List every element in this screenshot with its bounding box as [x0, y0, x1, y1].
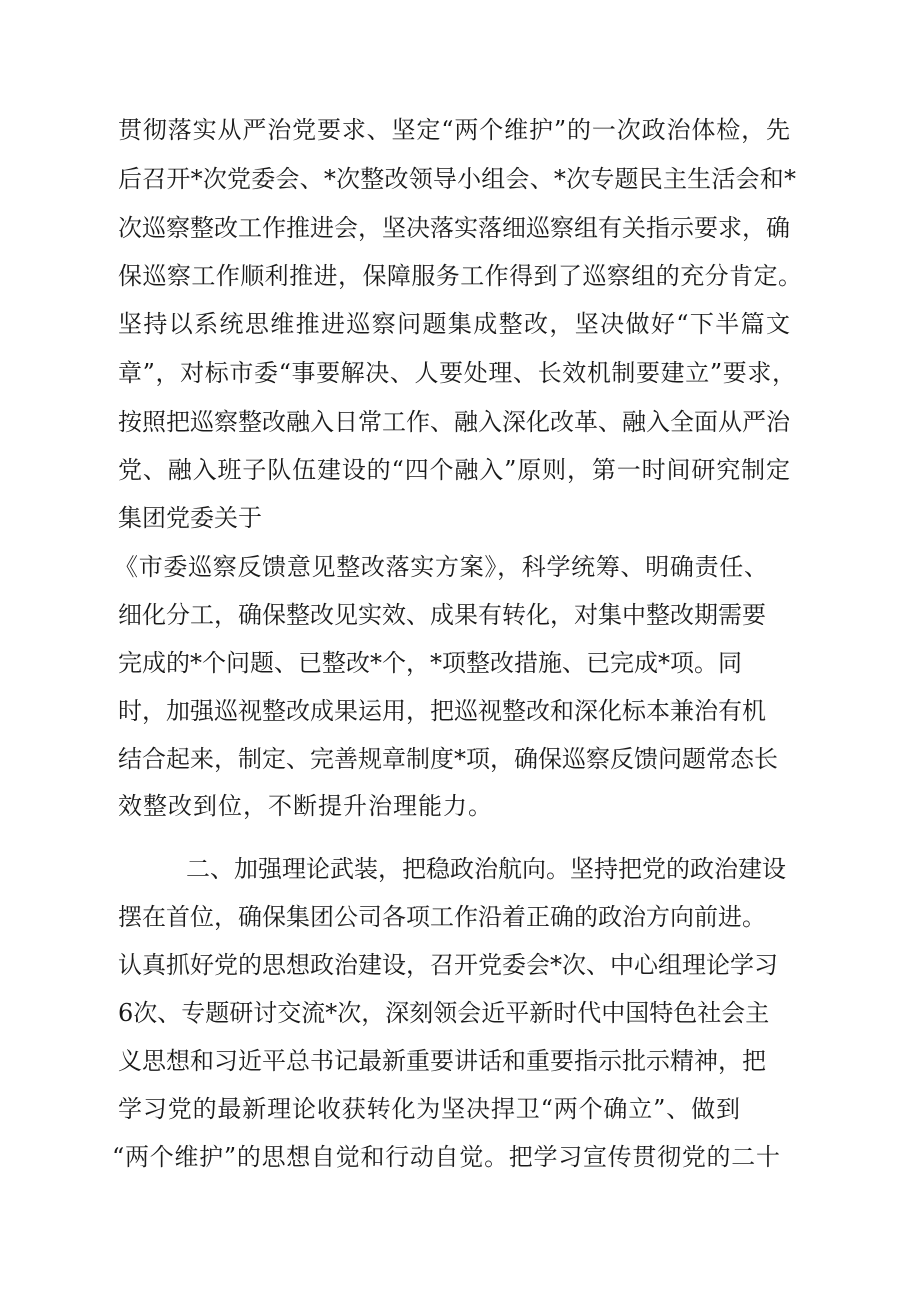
text-line: 贯彻落实从严治党要求、坚定“两个维护”的一次政治体检，先	[118, 116, 790, 144]
text-line: “两个维护”的思想自觉和行动自觉。把学习宣传贯彻党的二十	[112, 1143, 780, 1171]
text-line: 义思想和习近平总书记最新重要讲话和重要指示批示精神，把	[118, 1047, 766, 1075]
text-line: 6次、专题研讨交流*次，深刻领会近平新时代中国特色社会主	[118, 999, 770, 1027]
text-line: 细化分工，确保整改见实效、成果有转化，对集中整改期需要	[118, 601, 766, 629]
text-line: 结合起来，制定、完善规章制度*项，确保巡察反馈问题常态长	[118, 745, 778, 773]
text-line: 摆在首位，确保集团公司各项工作沿着正确的政治方向前进。	[118, 903, 766, 931]
text-line: 完成的*个问题、已整改*个，*项整改措施、已完成*项。同	[118, 649, 742, 677]
text-line: 后召开*次党委会、*次整改领导小组会、*次专题民主生活会和*	[118, 165, 796, 193]
text-line: 《市委巡察反馈意见整改落实方案》，科学统筹、明确责任、	[114, 553, 768, 581]
text-line: 时，加强巡视整改成果运用，把巡视整改和深化标本兼治有机	[118, 697, 766, 725]
text-line: 保巡察工作顺利推进，保障服务工作得到了巡察组的充分肯定。	[118, 262, 802, 290]
text-line: 效整改到位，不断提升治理能力。	[118, 792, 493, 820]
text-line: 认真抓好党的思想政治建设，召开党委会*次、中心组理论学习	[118, 951, 778, 979]
text-line: 次巡察整改工作推进会，坚决落实落细巡察组有关指示要求，确	[118, 214, 790, 242]
section-heading-line: 二、加强理论武装，把稳政治航向。坚持把党的政治建设	[186, 855, 786, 883]
text-line: 党、融入班子队伍建设的“四个融入”原则，第一时间研究制定	[118, 456, 790, 484]
text-line: 集团党委关于	[118, 504, 262, 532]
text-line: 坚持以系统思维推进巡察问题集成整改，坚决做好“下半篇文	[118, 310, 790, 338]
text-line: 按照把巡察整改融入日常工作、融入深化改革、融入全面从严治	[118, 408, 790, 436]
text-line: 学习党的最新理论收获转化为坚决捍卫“两个确立”、做到	[118, 1095, 740, 1123]
text-line: 章”，对标市委“事要解决、人要处理、长效机制要建立”要求，	[118, 359, 796, 387]
